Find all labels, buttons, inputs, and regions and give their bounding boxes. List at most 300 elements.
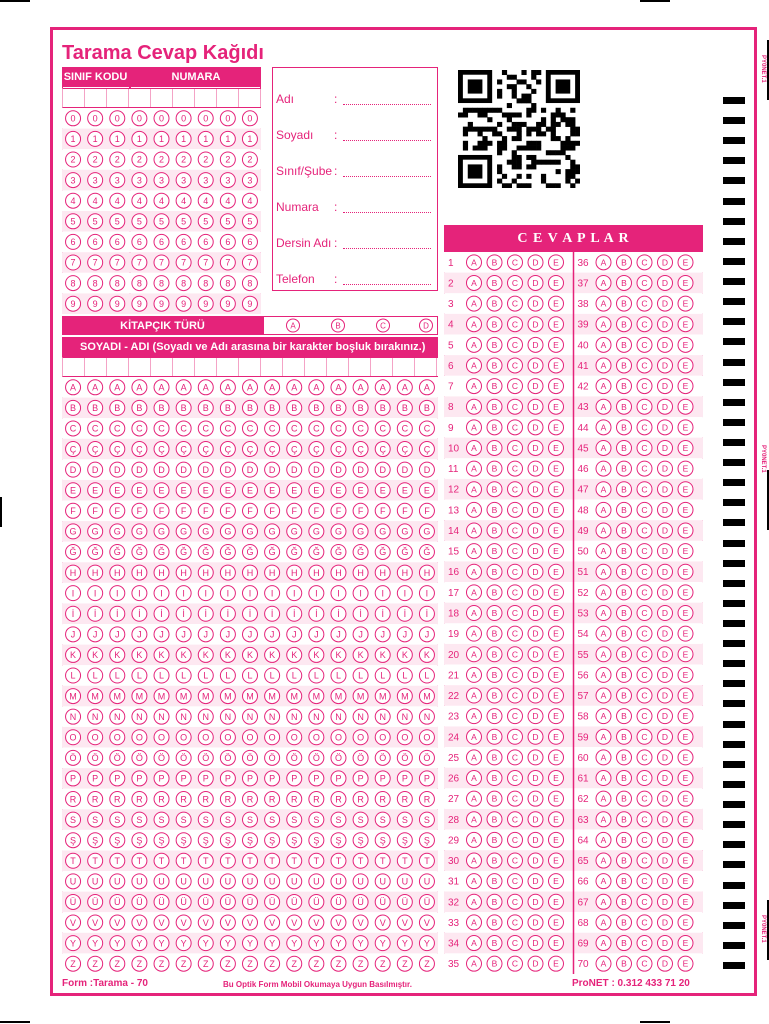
answer-bubble[interactable] (658, 812, 673, 827)
letter-bubble[interactable] (220, 544, 235, 559)
letter-bubble[interactable] (110, 524, 125, 539)
answer-bubble[interactable] (508, 832, 523, 847)
digit-bubble[interactable] (132, 152, 147, 167)
letter-bubble[interactable] (88, 750, 103, 765)
letter-bubble[interactable] (132, 565, 147, 580)
letter-bubble[interactable] (375, 750, 390, 765)
answer-bubble[interactable] (637, 502, 652, 517)
letter-bubble[interactable] (88, 689, 103, 704)
answer-bubble[interactable] (508, 791, 523, 806)
letter-bubble[interactable] (66, 503, 81, 518)
letter-bubble[interactable] (154, 874, 169, 889)
answer-bubble[interactable] (467, 523, 482, 538)
answer-bubble[interactable] (487, 255, 502, 270)
answer-bubble[interactable] (678, 750, 693, 765)
letter-bubble[interactable] (309, 400, 324, 415)
answer-bubble[interactable] (549, 709, 564, 724)
letter-bubble[interactable] (309, 792, 324, 807)
kitapcik-bubble[interactable] (420, 319, 433, 332)
digit-bubble[interactable] (110, 214, 125, 229)
answer-bubble[interactable] (508, 812, 523, 827)
answer-bubble[interactable] (678, 296, 693, 311)
answer-bubble[interactable] (528, 915, 543, 930)
letter-bubble[interactable] (309, 894, 324, 909)
letter-bubble[interactable] (375, 853, 390, 868)
answer-bubble[interactable] (658, 358, 673, 373)
letter-bubble[interactable] (110, 565, 125, 580)
letter-bubble[interactable] (66, 853, 81, 868)
answer-bubble[interactable] (528, 399, 543, 414)
letter-bubble[interactable] (331, 606, 346, 621)
answer-bubble[interactable] (487, 771, 502, 786)
letter-bubble[interactable] (397, 503, 412, 518)
answer-bubble[interactable] (596, 750, 611, 765)
letter-bubble[interactable] (220, 462, 235, 477)
letter-bubble[interactable] (176, 668, 191, 683)
letter-bubble[interactable] (66, 524, 81, 539)
letter-bubble[interactable] (220, 771, 235, 786)
answer-bubble[interactable] (467, 296, 482, 311)
answer-bubble[interactable] (596, 791, 611, 806)
letter-bubble[interactable] (287, 503, 302, 518)
letter-bubble[interactable] (265, 524, 280, 539)
answer-bubble[interactable] (617, 709, 632, 724)
answer-bubble[interactable] (596, 461, 611, 476)
digit-bubble[interactable] (198, 234, 213, 249)
letter-bubble[interactable] (88, 936, 103, 951)
answer-bubble[interactable] (508, 626, 523, 641)
letter-bubble[interactable] (176, 874, 191, 889)
letter-bubble[interactable] (331, 771, 346, 786)
answer-bubble[interactable] (467, 956, 482, 971)
letter-bubble[interactable] (110, 606, 125, 621)
answer-bubble[interactable] (467, 275, 482, 290)
letter-bubble[interactable] (66, 442, 81, 457)
letter-bubble[interactable] (66, 812, 81, 827)
letter-bubble[interactable] (243, 442, 258, 457)
answer-bubble[interactable] (528, 771, 543, 786)
letter-bubble[interactable] (132, 792, 147, 807)
letter-bubble[interactable] (397, 812, 412, 827)
digit-bubble[interactable] (154, 173, 169, 188)
answer-bubble[interactable] (487, 812, 502, 827)
letter-bubble[interactable] (397, 462, 412, 477)
letter-bubble[interactable] (243, 853, 258, 868)
answer-bubble[interactable] (637, 812, 652, 827)
letter-bubble[interactable] (309, 503, 324, 518)
letter-bubble[interactable] (88, 771, 103, 786)
answer-bubble-grid[interactable] (444, 252, 703, 974)
letter-bubble[interactable] (243, 874, 258, 889)
answer-bubble[interactable] (467, 502, 482, 517)
letter-bubble[interactable] (353, 833, 368, 848)
digit-bubble[interactable] (154, 152, 169, 167)
answer-bubble[interactable] (528, 337, 543, 352)
letter-bubble[interactable] (176, 853, 191, 868)
answer-bubble[interactable] (487, 337, 502, 352)
letter-bubble[interactable] (176, 771, 191, 786)
answer-bubble[interactable] (658, 832, 673, 847)
answer-bubble[interactable] (549, 915, 564, 930)
letter-bubble[interactable] (220, 956, 235, 971)
letter-bubble[interactable] (287, 586, 302, 601)
digit-bubble[interactable] (88, 255, 103, 270)
answer-bubble[interactable] (528, 853, 543, 868)
answer-bubble[interactable] (549, 729, 564, 744)
letter-bubble[interactable] (397, 894, 412, 909)
letter-bubble-grid[interactable] (62, 377, 438, 974)
letter-bubble[interactable] (397, 668, 412, 683)
letter-bubble[interactable] (88, 400, 103, 415)
answer-bubble[interactable] (508, 709, 523, 724)
letter-bubble[interactable] (287, 544, 302, 559)
answer-bubble[interactable] (549, 420, 564, 435)
letter-bubble[interactable] (287, 606, 302, 621)
answer-bubble[interactable] (658, 915, 673, 930)
answer-bubble[interactable] (658, 420, 673, 435)
digit-bubble[interactable] (132, 131, 147, 146)
kitapcik-bubble[interactable] (332, 319, 345, 332)
letter-bubble[interactable] (88, 606, 103, 621)
letter-bubble[interactable] (110, 586, 125, 601)
digit-bubble[interactable] (66, 214, 81, 229)
letter-bubble[interactable] (265, 750, 280, 765)
letter-bubble[interactable] (265, 936, 280, 951)
answer-bubble[interactable] (467, 317, 482, 332)
answer-bubble[interactable] (617, 791, 632, 806)
letter-bubble[interactable] (375, 483, 390, 498)
answer-bubble[interactable] (596, 296, 611, 311)
answer-bubble[interactable] (508, 317, 523, 332)
answer-bubble[interactable] (658, 461, 673, 476)
letter-bubble[interactable] (331, 730, 346, 745)
digit-bubble[interactable] (198, 173, 213, 188)
letter-bubble[interactable] (309, 936, 324, 951)
answer-bubble[interactable] (528, 296, 543, 311)
digit-bubble[interactable] (110, 131, 125, 146)
digit-bubble[interactable] (132, 296, 147, 311)
letter-bubble[interactable] (353, 503, 368, 518)
letter-bubble[interactable] (243, 483, 258, 498)
answer-bubble[interactable] (528, 667, 543, 682)
letter-bubble[interactable] (331, 750, 346, 765)
answer-bubble[interactable] (637, 771, 652, 786)
answer-bubble[interactable] (637, 709, 652, 724)
answer-bubble[interactable] (658, 791, 673, 806)
letter-bubble[interactable] (331, 812, 346, 827)
letter-bubble[interactable] (110, 380, 125, 395)
letter-bubble[interactable] (110, 647, 125, 662)
answer-bubble[interactable] (596, 379, 611, 394)
answer-bubble[interactable] (508, 956, 523, 971)
answer-bubble[interactable] (487, 853, 502, 868)
letter-bubble[interactable] (265, 483, 280, 498)
answer-bubble[interactable] (467, 874, 482, 889)
letter-bubble[interactable] (375, 915, 390, 930)
letter-bubble[interactable] (198, 812, 213, 827)
letter-bubble[interactable] (353, 874, 368, 889)
letter-bubble[interactable] (154, 586, 169, 601)
answer-bubble[interactable] (467, 482, 482, 497)
letter-bubble[interactable] (397, 565, 412, 580)
letter-bubble[interactable] (353, 812, 368, 827)
letter-bubble[interactable] (132, 483, 147, 498)
letter-bubble[interactable] (220, 503, 235, 518)
letter-bubble[interactable] (419, 936, 434, 951)
answer-bubble[interactable] (487, 915, 502, 930)
letter-bubble[interactable] (353, 771, 368, 786)
letter-bubble[interactable] (154, 853, 169, 868)
letter-bubble[interactable] (220, 421, 235, 436)
letter-bubble[interactable] (88, 483, 103, 498)
letter-bubble[interactable] (243, 606, 258, 621)
digit-bubble[interactable] (132, 193, 147, 208)
letter-bubble[interactable] (287, 833, 302, 848)
letter-bubble[interactable] (154, 483, 169, 498)
info-input-line[interactable] (343, 284, 431, 285)
letter-bubble[interactable] (287, 380, 302, 395)
answer-bubble[interactable] (617, 894, 632, 909)
digit-bubble[interactable] (220, 111, 235, 126)
answer-bubble[interactable] (658, 688, 673, 703)
answer-bubble[interactable] (637, 647, 652, 662)
letter-bubble[interactable] (419, 812, 434, 827)
answer-bubble[interactable] (549, 791, 564, 806)
letter-bubble[interactable] (88, 421, 103, 436)
letter-bubble[interactable] (132, 462, 147, 477)
letter-bubble[interactable] (397, 647, 412, 662)
answer-bubble[interactable] (549, 296, 564, 311)
letter-bubble[interactable] (154, 792, 169, 807)
answer-bubble[interactable] (658, 667, 673, 682)
letter-bubble[interactable] (353, 709, 368, 724)
letter-bubble[interactable] (88, 915, 103, 930)
letter-bubble[interactable] (265, 647, 280, 662)
letter-bubble[interactable] (331, 400, 346, 415)
answer-bubble[interactable] (528, 936, 543, 951)
answer-bubble[interactable] (637, 894, 652, 909)
answer-bubble[interactable] (678, 275, 693, 290)
answer-bubble[interactable] (528, 832, 543, 847)
answer-bubble[interactable] (508, 420, 523, 435)
digit-bubble[interactable] (154, 111, 169, 126)
letter-bubble[interactable] (243, 833, 258, 848)
digit-bubble[interactable] (242, 234, 257, 249)
answer-bubble[interactable] (549, 502, 564, 517)
answer-bubble[interactable] (467, 379, 482, 394)
answer-bubble[interactable] (528, 379, 543, 394)
answer-bubble[interactable] (678, 688, 693, 703)
letter-bubble[interactable] (375, 586, 390, 601)
answer-bubble[interactable] (596, 337, 611, 352)
letter-bubble[interactable] (287, 483, 302, 498)
answer-bubble[interactable] (617, 771, 632, 786)
letter-bubble[interactable] (154, 627, 169, 642)
digit-bubble[interactable] (88, 214, 103, 229)
letter-bubble[interactable] (375, 936, 390, 951)
info-input-line[interactable] (343, 140, 431, 141)
letter-bubble[interactable] (243, 627, 258, 642)
answer-bubble[interactable] (658, 585, 673, 600)
answer-bubble[interactable] (617, 440, 632, 455)
letter-bubble[interactable] (176, 544, 191, 559)
digit-bubble[interactable] (154, 296, 169, 311)
letter-bubble[interactable] (287, 565, 302, 580)
letter-bubble[interactable] (198, 565, 213, 580)
answer-bubble[interactable] (467, 358, 482, 373)
digit-bubble[interactable] (132, 214, 147, 229)
letter-bubble[interactable] (88, 627, 103, 642)
answer-bubble[interactable] (678, 255, 693, 270)
letter-bubble[interactable] (198, 894, 213, 909)
letter-bubble[interactable] (419, 647, 434, 662)
letter-bubble[interactable] (132, 503, 147, 518)
letter-bubble[interactable] (419, 750, 434, 765)
letter-bubble[interactable] (88, 668, 103, 683)
answer-bubble[interactable] (549, 523, 564, 538)
letter-bubble[interactable] (198, 792, 213, 807)
answer-bubble[interactable] (658, 956, 673, 971)
letter-bubble[interactable] (287, 668, 302, 683)
letter-bubble[interactable] (110, 812, 125, 827)
digit-bubble[interactable] (242, 214, 257, 229)
letter-bubble[interactable] (309, 853, 324, 868)
answer-bubble[interactable] (467, 585, 482, 600)
answer-bubble[interactable] (658, 255, 673, 270)
answer-bubble[interactable] (528, 606, 543, 621)
letter-bubble[interactable] (265, 668, 280, 683)
answer-bubble[interactable] (467, 255, 482, 270)
answer-bubble[interactable] (617, 853, 632, 868)
info-input-line[interactable] (343, 212, 431, 213)
letter-bubble[interactable] (353, 586, 368, 601)
letter-bubble[interactable] (375, 544, 390, 559)
letter-bubble[interactable] (331, 483, 346, 498)
answer-bubble[interactable] (508, 440, 523, 455)
letter-bubble[interactable] (66, 421, 81, 436)
answer-bubble[interactable] (596, 874, 611, 889)
answer-bubble[interactable] (596, 544, 611, 559)
answer-bubble[interactable] (487, 399, 502, 414)
letter-bubble[interactable] (397, 915, 412, 930)
digit-bubble[interactable] (154, 214, 169, 229)
answer-bubble[interactable] (658, 771, 673, 786)
letter-bubble[interactable] (419, 483, 434, 498)
letter-bubble[interactable] (243, 400, 258, 415)
number-entry-row[interactable] (62, 88, 261, 108)
answer-bubble[interactable] (678, 337, 693, 352)
letter-bubble[interactable] (331, 709, 346, 724)
answer-bubble[interactable] (508, 853, 523, 868)
digit-bubble[interactable] (176, 131, 191, 146)
answer-bubble[interactable] (528, 502, 543, 517)
letter-bubble[interactable] (66, 730, 81, 745)
answer-bubble[interactable] (508, 915, 523, 930)
letter-bubble[interactable] (220, 668, 235, 683)
letter-bubble[interactable] (243, 771, 258, 786)
answer-bubble[interactable] (528, 255, 543, 270)
letter-bubble[interactable] (419, 586, 434, 601)
letter-bubble[interactable] (132, 689, 147, 704)
answer-bubble[interactable] (637, 729, 652, 744)
letter-bubble[interactable] (287, 874, 302, 889)
answer-bubble[interactable] (678, 564, 693, 579)
letter-bubble[interactable] (331, 442, 346, 457)
letter-bubble[interactable] (309, 565, 324, 580)
answer-bubble[interactable] (549, 832, 564, 847)
letter-bubble[interactable] (353, 380, 368, 395)
letter-bubble[interactable] (176, 647, 191, 662)
answer-bubble[interactable] (617, 523, 632, 538)
letter-bubble[interactable] (110, 915, 125, 930)
letter-bubble[interactable] (331, 668, 346, 683)
answer-bubble[interactable] (596, 275, 611, 290)
digit-bubble[interactable] (110, 255, 125, 270)
letter-bubble[interactable] (309, 380, 324, 395)
digit-bubble[interactable] (154, 255, 169, 270)
answer-bubble[interactable] (508, 523, 523, 538)
letter-bubble[interactable] (309, 730, 324, 745)
answer-bubble[interactable] (596, 564, 611, 579)
answer-bubble[interactable] (658, 440, 673, 455)
answer-bubble[interactable] (637, 874, 652, 889)
answer-bubble[interactable] (549, 771, 564, 786)
letter-bubble[interactable] (243, 936, 258, 951)
letter-bubble[interactable] (419, 668, 434, 683)
letter-bubble[interactable] (353, 915, 368, 930)
answer-bubble[interactable] (617, 626, 632, 641)
digit-bubble[interactable] (176, 111, 191, 126)
letter-bubble[interactable] (331, 524, 346, 539)
digit-bubble[interactable] (176, 173, 191, 188)
answer-bubble[interactable] (549, 275, 564, 290)
letter-bubble[interactable] (176, 421, 191, 436)
letter-bubble[interactable] (353, 400, 368, 415)
letter-bubble[interactable] (154, 524, 169, 539)
letter-bubble[interactable] (309, 442, 324, 457)
letter-bubble[interactable] (88, 709, 103, 724)
answer-bubble[interactable] (467, 771, 482, 786)
answer-bubble[interactable] (596, 915, 611, 930)
answer-bubble[interactable] (528, 275, 543, 290)
letter-bubble[interactable] (220, 442, 235, 457)
letter-bubble[interactable] (110, 730, 125, 745)
letter-bubble[interactable] (198, 874, 213, 889)
letter-bubble[interactable] (154, 709, 169, 724)
answer-bubble[interactable] (467, 853, 482, 868)
answer-bubble[interactable] (508, 729, 523, 744)
answer-bubble[interactable] (617, 729, 632, 744)
letter-bubble[interactable] (265, 894, 280, 909)
answer-bubble[interactable] (596, 647, 611, 662)
answer-bubble[interactable] (528, 874, 543, 889)
letter-bubble[interactable] (176, 894, 191, 909)
digit-bubble[interactable] (110, 152, 125, 167)
digit-bubble[interactable] (88, 111, 103, 126)
answer-bubble[interactable] (508, 337, 523, 352)
answer-bubble[interactable] (637, 358, 652, 373)
letter-bubble[interactable] (88, 544, 103, 559)
letter-bubble[interactable] (132, 709, 147, 724)
letter-bubble[interactable] (375, 771, 390, 786)
answer-bubble[interactable] (528, 729, 543, 744)
answer-bubble[interactable] (637, 936, 652, 951)
letter-bubble[interactable] (243, 380, 258, 395)
letter-bubble[interactable] (265, 606, 280, 621)
letter-bubble[interactable] (220, 750, 235, 765)
letter-bubble[interactable] (265, 380, 280, 395)
digit-bubble[interactable] (176, 296, 191, 311)
